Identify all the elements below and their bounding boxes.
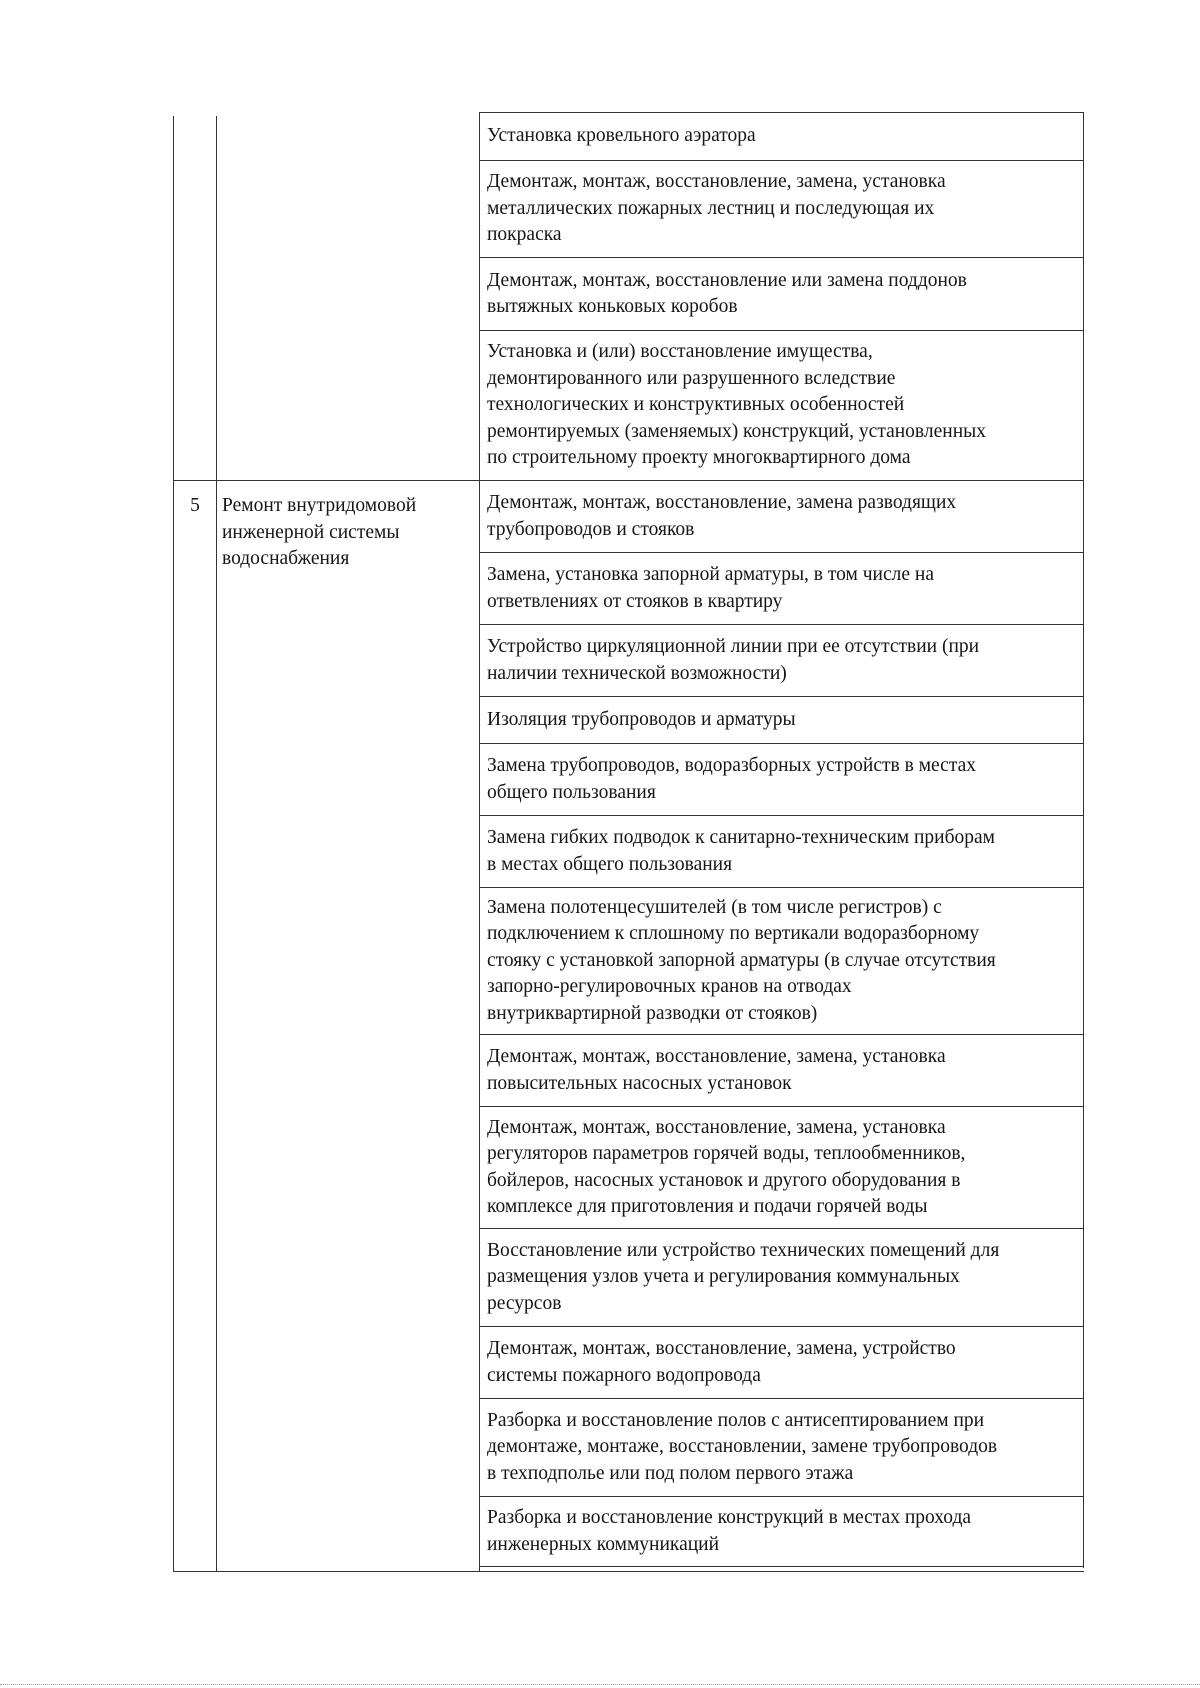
work-item: [479, 744, 1084, 816]
work-item: [479, 481, 1084, 553]
work-item-text: Демонтаж, монтаж, восстановление, замена разводящих трубопроводов и стояков: [487, 492, 957, 540]
work-item: [479, 1497, 1084, 1567]
work-item-text: Замена гибких подводок к санитарно-техническим приборам в местах общего пользования: [487, 827, 996, 875]
table-column-divider-number: [216, 116, 217, 1572]
work-item: [479, 1035, 1084, 1107]
work-item: [479, 331, 1084, 481]
work-item: [479, 888, 1084, 1035]
table-border-bottom: [173, 1571, 1084, 1572]
work-item: [479, 553, 1084, 625]
scan-edge-line: [0, 1684, 1200, 1686]
system-name: Ремонт внутридомовой инженерной системы водоснабжения: [222, 495, 417, 569]
work-item: [479, 258, 1084, 331]
work-item: [479, 1107, 1084, 1229]
work-item-text: Замена трубопроводов, водоразборных устройств в местах общего пользования: [487, 755, 976, 803]
work-item-text: Разборка и восстановление полов с антисептированием при демонтаже, монтаже, восстановлении, замене трубопроводов в техподполье или под полом первого этажа: [487, 1409, 998, 1484]
work-item-text: Устройство циркуляционной линии при ее отсутствии (при наличии технической возможности): [487, 636, 980, 684]
work-item-text: Установка кровельного аэратора: [487, 125, 756, 147]
work-item: [479, 161, 1084, 258]
work-item-text: Демонтаж, монтаж, восстановление, замена, установка регуляторов параметров горячей воды, теплообменников, бойлеров, насосных установок и другого оборудования в комплексе для приготовления и подачи горячей воды: [487, 1116, 966, 1217]
work-item-text: Изоляция трубопроводов и арматуры: [487, 708, 796, 730]
work-item: [479, 1399, 1084, 1497]
work-item: [479, 697, 1084, 744]
table-row-separator: [173, 480, 480, 481]
work-item-text: Замена полотенцесушителей (в том числе регистров) с подключением к сплошному по вертикали водоразборному стояку с установкой запорной арматуры (в случае отсутствия запорно-регулировочных кранов на отводах внутриквартирной разводки от стояков): [487, 896, 996, 1024]
work-item-text: Замена, установка запорной арматуры, в том числе на ответвлениях от стояков в квартиру: [487, 564, 934, 612]
table-border-left: [173, 116, 174, 1572]
work-item-text: Демонтаж, монтаж, восстановление, замена, установка повысительных насосных установок: [487, 1046, 946, 1094]
work-item-text: Демонтаж, монтаж, восстановление или замена поддонов вытяжных коньковых коробов: [487, 269, 967, 317]
work-item-text: Демонтаж, монтаж, восстановление, замена, устройство системы пожарного водопровода: [487, 1338, 956, 1386]
work-item-text: Разборка и восстановление конструкций в местах прохода инженерных коммуникаций: [487, 1507, 972, 1555]
work-item: [479, 1327, 1084, 1399]
work-item-text: Установка и (или) восстановление имущества, демонтированного или разрушенного вследствие технологических и конструктивных особенностей ремонтируемых (заменяемых) конструкций, установленных по строительному проекту многоквартирного дома: [487, 341, 986, 469]
work-items-list: [479, 112, 1084, 1567]
work-item: [479, 113, 1084, 161]
work-item: [479, 625, 1084, 697]
work-item-text: Демонтаж, монтаж, восстановление, замена, установка металлических пожарных лестниц и последующая их покраска: [487, 171, 946, 246]
work-item: [479, 816, 1084, 888]
work-item: [479, 1229, 1084, 1327]
section-number: 5: [190, 495, 200, 516]
work-item-text: Восстановление или устройство технических помещений для размещения узлов учета и регулирования коммунальных ресурсов: [487, 1239, 1000, 1314]
